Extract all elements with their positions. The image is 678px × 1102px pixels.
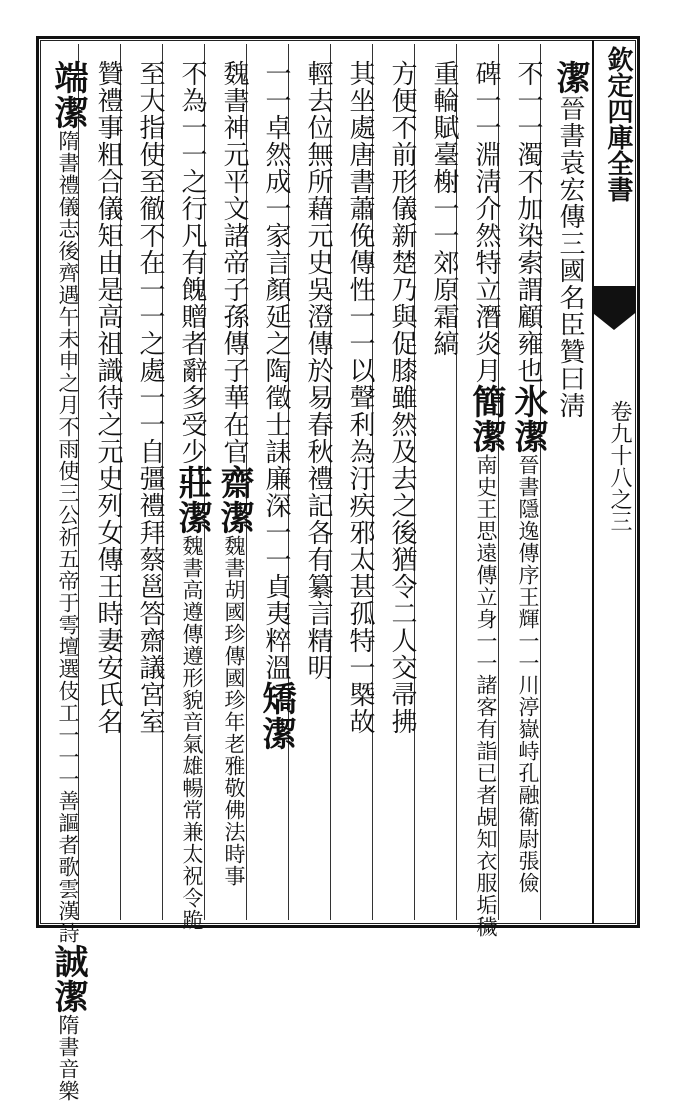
text-column-12 bbox=[86, 60, 130, 912]
entry-head: 誠潔 bbox=[48, 944, 88, 1014]
text-column-2 bbox=[506, 60, 550, 912]
entry-note: 隋書禮儀志後齊遇午未申之月不雨使三公 bbox=[56, 130, 80, 526]
text-column-8 bbox=[254, 60, 298, 912]
entry-text: 其坐處唐書蕭俛傳性一一以聲利為汙疾邪太甚孤特一槩故 bbox=[345, 60, 375, 735]
entry-note: 南史王思遠傳立身一一諸客有詣已者覘知衣服垢穢 bbox=[474, 454, 498, 938]
entry-text: 不為一一之行凡有餽贈者辭多受少 bbox=[177, 60, 207, 465]
text-column-11 bbox=[128, 60, 172, 912]
entry-text: 方便不前形儀新楚乃與促膝雖然及去之後猶令二人交帚拂 bbox=[387, 60, 417, 735]
entry-head: 氷潔 bbox=[508, 384, 548, 454]
text-column-10 bbox=[170, 60, 214, 931]
text-column-5 bbox=[380, 60, 424, 912]
text-column-1 bbox=[548, 60, 592, 912]
entry-head: 簡潔 bbox=[466, 384, 506, 454]
entry-text: 魏書神元平文諸帝子孫傳子華在官 bbox=[219, 60, 249, 465]
entry-text: 重輪賦臺榭一一郊原霜縞 bbox=[429, 60, 459, 357]
text-column-13 bbox=[46, 60, 90, 1102]
text-column-7 bbox=[296, 60, 340, 912]
entry-text: 碑一一淵淸介然特立潛炎月 bbox=[471, 60, 501, 384]
entry-text: 晉書袁宏傳三國名臣贊曰淸 bbox=[555, 95, 585, 419]
entry-head: 端潔 bbox=[48, 60, 88, 130]
entry-head: 齋潔 bbox=[214, 465, 254, 535]
text-column-4 bbox=[422, 60, 466, 912]
entry-head: 莊潔 bbox=[172, 465, 212, 535]
entry-head: 矯潔 bbox=[256, 681, 296, 751]
entry-head: 潔 bbox=[550, 60, 590, 95]
entry-text: 輕去位無所藉元史吳澄傳於易春秋禮記各有纂言精明 bbox=[303, 60, 333, 681]
entry-note: 隋書音樂 bbox=[56, 1014, 80, 1102]
text-column-9 bbox=[212, 60, 256, 912]
entry-text: 贊禮事粗合儀矩由是高祖識待之元史列女傳王時妻安氏名 bbox=[93, 60, 123, 735]
entry-text: 一一卓然成一家言顏延之陶徵士誄廉深一一貞夷粹溫 bbox=[261, 60, 291, 681]
entry-note: 魏書胡國珍傳國珍年老雅敬佛法時事 bbox=[222, 535, 246, 887]
text-column-6 bbox=[338, 60, 382, 912]
entry-note: 祈五帝于雩壇選伎工一一一善謳者歌雲漢詩 bbox=[56, 526, 80, 944]
entry-note: 晉書隱逸傳序王輝一一川渟嶽峙孔融衛尉張儉 bbox=[516, 454, 540, 894]
text-column-3 bbox=[464, 60, 508, 938]
entry-text: 一一自彊禮拜蔡邕答齋議宮室 bbox=[135, 384, 165, 735]
entry-text: 至大指使至徹不在一一之處 bbox=[135, 60, 165, 384]
entry-text: 不一一濁不加染索謂顧雍也 bbox=[513, 60, 543, 384]
volume-label: 卷九十八之三 bbox=[607, 400, 632, 532]
entry-note: 魏書高遵傳遵形貌音氣雄暢常兼太祝令跪 bbox=[180, 535, 204, 931]
book-title: 欽定四庫全書 bbox=[603, 46, 633, 202]
